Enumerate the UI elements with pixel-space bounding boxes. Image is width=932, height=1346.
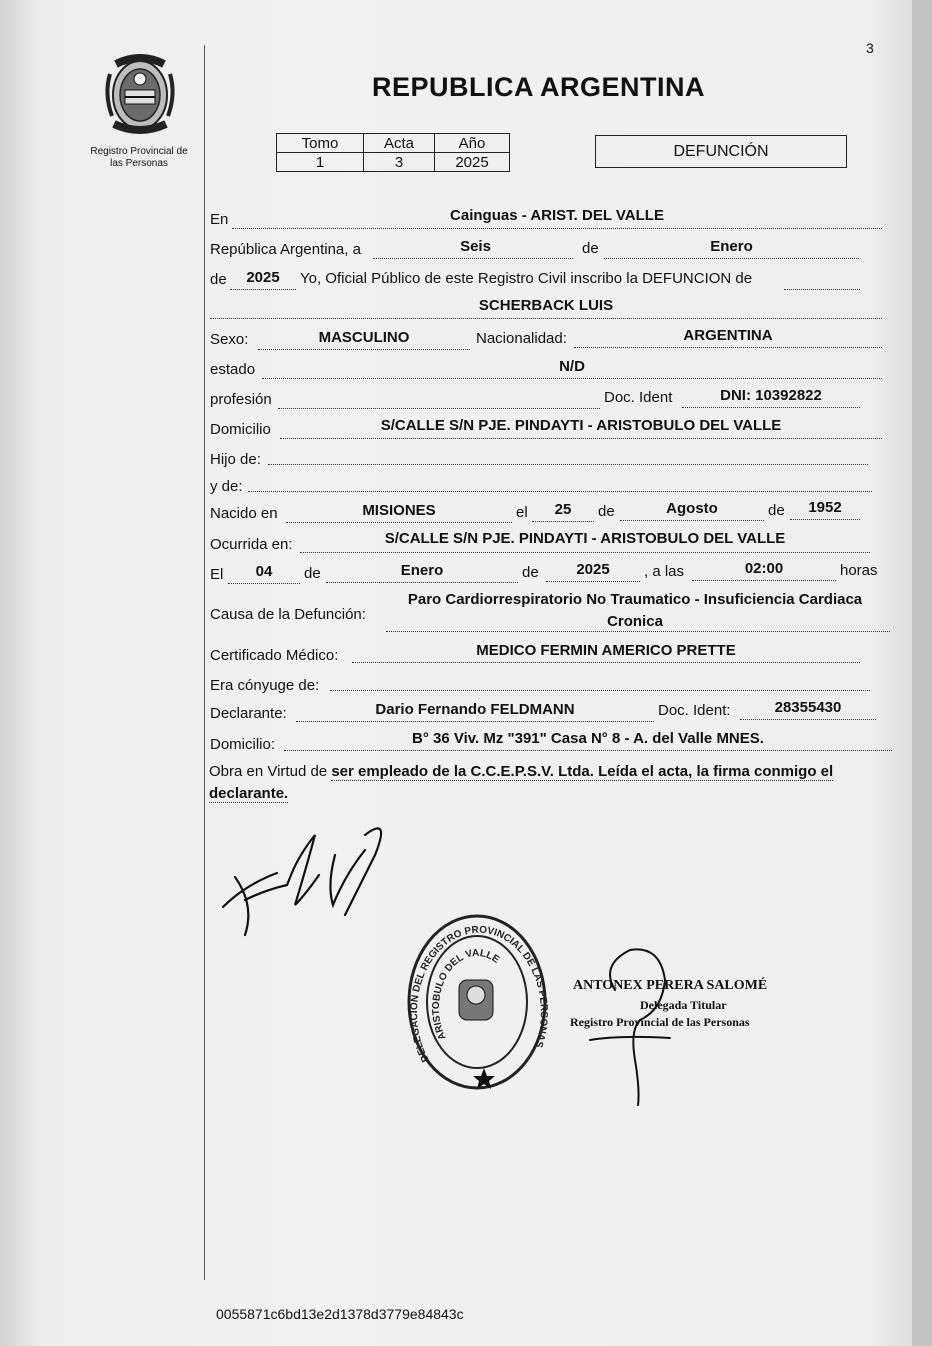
value-certificado: MEDICO FERMIN AMERICO PRETTE <box>476 642 736 659</box>
dotted-line <box>230 289 296 290</box>
reference-table <box>276 133 510 172</box>
causa-line-2: Cronica <box>607 613 663 630</box>
dotted-line <box>232 228 882 229</box>
seal-outer-text: DELEGACION DEL REGISTRO PROVINCIAL DE LAS PERSONAS <box>408 924 550 1064</box>
dotted-line <box>604 258 859 259</box>
value-nacido-dia: 25 <box>554 501 572 518</box>
obra-en-virtud <box>209 761 899 805</box>
value-declarante-domicilio: B° 36 Viv. Mz "391" Casa N° 8 - A. del Valle MNES. <box>412 730 764 747</box>
value-mes-inscripcion: Enero <box>710 238 753 255</box>
dotted-line <box>574 347 882 348</box>
label-certificado: Certificado Médico: <box>210 647 339 664</box>
dotted-line <box>284 750 892 751</box>
value-ocurrida-dia: 04 <box>255 563 273 580</box>
value-nombre: SCHERBACK LUIS <box>478 297 614 314</box>
declarant-signature <box>215 815 400 950</box>
label-domicilio: Domicilio <box>210 421 271 438</box>
value-doc-ident: DNI: 10392822 <box>720 387 822 404</box>
label-de: de <box>522 564 539 581</box>
dotted-line <box>740 719 876 720</box>
label-doc-ident-declarante: Doc. Ident: <box>658 702 731 719</box>
dotted-line <box>790 519 860 520</box>
label-sexo: Sexo: <box>210 331 249 348</box>
dotted-line <box>682 407 860 408</box>
dotted-line <box>296 721 654 722</box>
label-declarante: Declarante: <box>210 705 287 722</box>
value-declarante-doc: 28355430 <box>774 699 842 716</box>
dotted-line <box>620 520 764 521</box>
value-estado: N/D <box>559 358 585 375</box>
value-lugar: Cainguas - ARIST. DEL VALLE <box>450 207 664 224</box>
dotted-line <box>373 258 573 259</box>
document-type-box: DEFUNCIÓN <box>595 135 847 168</box>
label-de: de <box>210 271 227 288</box>
label-era-conyuge: Era cónyuge de: <box>210 677 320 694</box>
label-estado: estado <box>210 361 256 378</box>
value-ocurrida-mes: Enero <box>400 562 444 579</box>
dotted-line <box>258 349 470 350</box>
document-hash: 0055871c6bd13e2d1378d3779e84843c <box>216 1306 464 1322</box>
official-seal <box>404 910 550 1095</box>
label-doc-ident: Doc. Ident <box>604 389 673 406</box>
dotted-line <box>280 438 882 439</box>
label-y-de: y de: <box>210 478 243 495</box>
label-de: de <box>598 503 615 520</box>
dotted-line <box>248 491 872 492</box>
value-nacionalidad: ARGENTINA <box>683 327 773 344</box>
label-de: de <box>768 502 785 519</box>
ref-header-anio: Año <box>435 134 510 153</box>
value-declarante: Dario Fernando FELDMANN <box>375 701 575 718</box>
page-edge <box>912 0 932 1346</box>
provincial-crest-icon <box>100 54 180 136</box>
dotted-line <box>330 690 870 691</box>
label-yo-oficial: Yo, Oficial Público de este Registro Civil inscribo la DEFUNCION de <box>300 270 753 287</box>
official-role: Delegada Titular <box>640 998 727 1012</box>
page-number: 3 <box>866 40 874 56</box>
value-sexo: MASCULINO <box>318 329 410 346</box>
label-a-las: , a las <box>644 563 685 580</box>
registry-line-2: las Personas <box>110 158 168 169</box>
label-el: el <box>516 504 528 521</box>
value-causa <box>385 589 885 633</box>
value-nacido-anio: 1952 <box>808 499 842 516</box>
dotted-line <box>546 581 640 582</box>
value-anio-inscripcion: 2025 <box>246 269 280 286</box>
label-de: de <box>582 240 599 257</box>
value-ocurrida-en: S/CALLE S/N PJE. PINDAYTI - ARISTOBULO DEL VALLE <box>384 530 786 547</box>
ref-header-acta: Acta <box>364 134 435 153</box>
label-causa: Causa de la Defunción: <box>210 606 366 623</box>
registry-line-1: Registro Provincial de <box>90 146 188 157</box>
value-domicilio: S/CALLE S/N PJE. PINDAYTI - ARISTOBULO DEL VALLE <box>380 417 782 434</box>
label-republica: República Argentina, a <box>210 241 361 258</box>
label-en: En <box>210 211 229 228</box>
dotted-line <box>300 552 870 553</box>
value-nacido-mes: Agosto <box>666 500 718 517</box>
causa-line-1: Paro Cardiorrespiratorio No Traumatico - Insuficiencia Cardiaca <box>407 591 863 608</box>
dotted-line <box>228 583 300 584</box>
value-dia-inscripcion: Seis <box>460 238 491 255</box>
registry-name <box>80 146 198 170</box>
margin-rule <box>204 45 205 1280</box>
obra-prefix: Obra en Virtud de <box>209 763 328 780</box>
dotted-line <box>268 464 868 465</box>
official-name: ANTONEX PERERA SALOMÉ <box>573 978 768 993</box>
dotted-line <box>532 521 594 522</box>
value-ocurrida-anio: 2025 <box>576 561 610 578</box>
label-nacionalidad: Nacionalidad: <box>476 330 567 347</box>
dotted-line <box>210 318 882 319</box>
value-nacido-en: MISIONES <box>362 502 436 519</box>
label-de: de <box>304 565 321 582</box>
label-ocurrida-en: Ocurrida en: <box>210 536 293 553</box>
label-hijo-de: Hijo de: <box>210 451 261 468</box>
label-profesion: profesión <box>210 391 272 408</box>
dotted-line <box>784 289 860 290</box>
dotted-line <box>262 378 882 379</box>
label-nacido-en: Nacido en <box>210 505 278 522</box>
value-hora: 02:00 <box>744 560 784 577</box>
label-el: El <box>210 566 224 583</box>
label-horas: horas <box>840 562 878 579</box>
ref-value-acta: 3 <box>364 153 435 172</box>
ref-value-anio: 2025 <box>435 153 510 172</box>
seal-inner-text: ARISTOBULO DEL VALLE <box>430 947 502 1042</box>
dotted-line <box>278 408 600 409</box>
dotted-line <box>386 631 890 632</box>
dotted-line <box>326 582 518 583</box>
obra-text: ser empleado de la C.C.E.P.S.V. Ltda. Leída el acta, la firma conmigo el declarante. <box>209 763 834 802</box>
ref-value-tomo: 1 <box>277 153 364 172</box>
dotted-line <box>352 662 860 663</box>
dotted-line <box>692 580 836 581</box>
label-domicilio-declarante: Domicilio: <box>210 736 276 753</box>
official-org: Registro Provincial de las Personas <box>570 1015 750 1029</box>
dotted-line <box>286 522 512 523</box>
ref-header-tomo: Tomo <box>277 134 364 153</box>
page-title: REPUBLICA ARGENTINA <box>372 72 705 102</box>
